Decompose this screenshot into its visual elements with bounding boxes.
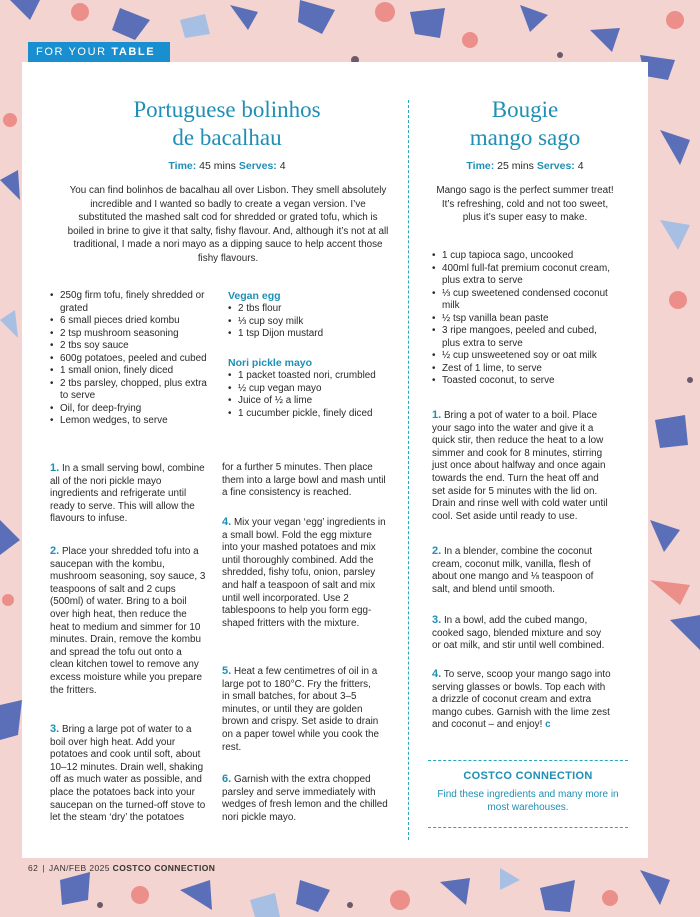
list-item: • 400ml full-fat premium coconut cream, plus extra to serve — [432, 263, 612, 288]
list-item: • Toasted coconut, to serve — [432, 375, 612, 388]
right-ingredients-list — [432, 250, 612, 388]
list-item: • ⅓ cup sweetened condensed coconut milk — [432, 288, 612, 313]
left-ingredients-list — [50, 290, 210, 428]
left-recipe-title: Portuguese bolinhos de bacalhau — [133, 97, 321, 150]
list-item: • 3 ripe mangoes, peeled and cubed, plus extra to serve — [432, 325, 612, 350]
nori-mayo-list — [228, 370, 378, 420]
vegan-egg-list — [228, 303, 388, 341]
costco-connection-text: Find these ingredients and many more in most warehouses. — [437, 789, 619, 813]
left-step-5: 5. Heat a few centimetres of oil in a large pot to 180°C. Fry the fritters, in small batches, for about 3–5 minutes, or until they are golden brown and crispy. Set aside to drain on a paper towel while you cook the rest. — [222, 665, 380, 753]
magazine-brand: COSTCO CONNECTION — [112, 863, 216, 873]
right-recipe-meta: Time: 25 mins Serves: 4 — [466, 160, 584, 172]
right-recipe-title: Bougie mango sago — [469, 97, 581, 150]
list-item: • 6 small pieces dried kombu — [50, 315, 210, 328]
list-item: • 250g firm tofu, finely shredded or grated — [50, 290, 210, 315]
left-step-6: 6. Garnish with the extra chopped parsley and serve immediately with wedges of fresh lemon and the chilled nori pickle mayo. — [222, 773, 388, 823]
list-item: • 1 tsp Dijon mustard — [228, 328, 388, 341]
left-step-4: 4. Mix your vegan ‘egg’ ingredients in a small bowl. Fold the egg mixture into your mashed potatoes and mix until thoroughly combined. Add the shredded, fishy tofu, onion, parsley and half a teaspoon of salt and mix until well incorporated. Use 2 tablespoons to help you form egg-shaped fritters with the mixture. — [222, 516, 386, 629]
list-item: • ½ cup unsweetened soy or oat milk — [432, 350, 612, 363]
list-item: • 2 tsp mushroom seasoning — [50, 328, 210, 341]
left-step-3: 3. Bring a large pot of water to a boil over high heat. Add your potatoes and cook until soft, about 10–12 minutes. Drain well, shaking off as much water as possible, and place the potatoes back into your saucepan on the turned-off stove to let the steam ‘dry’ the potatoes — [50, 723, 206, 824]
list-item: • 1 small onion, finely diced — [50, 365, 210, 378]
list-item: • ½ cup vegan mayo — [228, 383, 378, 396]
list-item: • Oil, for deep-frying — [50, 403, 210, 416]
vegan-egg-heading: Vegan egg — [228, 290, 281, 302]
end-mark-icon: c — [545, 719, 551, 731]
list-item: • ⅓ cup soy milk — [228, 316, 388, 329]
left-recipe-intro: You can find bolinhos de bacalhau all over Lisbon. They smell absolutely incredible and I wanted so badly to create a vegan version. I’ve substituted the mashed salt cod for shredded or grated tofu, which is boiled in brine to give it that salty, fishy flavour. And, although it’s not at all traditional, I made a nori mayo as a dipping sauce to help accent those fishy flavours. — [67, 185, 389, 264]
column-divider — [408, 100, 409, 840]
right-recipe-intro: Mango sago is the perfect summer treat! It’s refreshing, cold and not too sweet, plus it’s super easy to make. — [436, 185, 614, 223]
list-item: • Lemon wedges, to serve — [50, 415, 210, 428]
issue-date: JAN/FEB 2025 — [48, 863, 110, 873]
right-step-1: 1. Bring a pot of water to a boil. Place your sago into the water and give it a quick stir, then reduce the heat to a low simmer and cook for 8 minutes, stirring just once about halfway and once again towards the end. Turn the heat off and set aside for 5 minutes with the lid on. Drain and rinse well with cold water until cool. Set aside until ready to use. — [432, 409, 608, 522]
left-recipe-meta: Time: 45 mins Serves: 4 — [168, 160, 286, 172]
list-item: • Zest of 1 lime, to serve — [432, 363, 612, 376]
list-item: • 600g potatoes, peeled and cubed — [50, 353, 210, 366]
right-step-3: 3. In a bowl, add the cubed mango, cooked sago, blended mixture and soy or oat milk, and stir until well combined. — [432, 614, 605, 652]
nori-mayo-heading: Nori pickle mayo — [228, 357, 313, 369]
list-item: • ½ tsp vanilla bean paste — [432, 313, 612, 326]
list-item: • 2 tbs flour — [228, 303, 388, 316]
list-item: • 2 tbs soy sauce — [50, 340, 210, 353]
left-step-2: 2. Place your shredded tofu into a saucepan with the kombu, mushroom seasoning, soy sauce, 3 teaspoons of salt and 2 cups (500ml) of water. Bring to a boil over high heat, then reduce the heat to medium and simmer for 10 minutes. Drain, remove the kombu and spread the tofu out onto a clean kitchen towel to remove any excess moisture while you prepare the fritters. — [50, 545, 206, 696]
list-item: • 1 cucumber pickle, finely diced — [228, 408, 378, 421]
list-item: • 2 tbs parsley, chopped, plus extra to serve — [50, 378, 210, 403]
page-footer: 62 | JAN/FEB 2025 COSTCO CONNECTION — [28, 863, 216, 873]
costco-connection-title: COSTCO CONNECTION — [463, 770, 593, 782]
left-step-3-continued: for a further 5 minutes. Then place them into a large bowl and mash until a fine consistency is reached. — [222, 462, 386, 499]
right-step-4: 4. To serve, scoop your mango sago into serving glasses or bowls. Top each with a drizzle of coconut cream and extra mango cubes. Garnish with the lime zest and coconut – and enjoy! c — [432, 668, 611, 731]
list-item: • 1 cup tapioca sago, uncooked — [432, 250, 612, 263]
list-item: • Juice of ½ a lime — [228, 395, 378, 408]
page-number: 62 — [28, 863, 39, 873]
right-step-2: 2. In a blender, combine the coconut cream, coconut milk, vanilla, flesh of about one mango and ⅛ teaspoon of salt, and blend until smooth. — [432, 545, 594, 595]
left-step-1: 1. In a small serving bowl, combine all of the nori pickle mayo ingredients and refrigerate until ready to serve. This will allow the flavours to infuse. — [50, 462, 205, 525]
section-tag: FOR YOUR TABLE — [28, 42, 170, 62]
costco-connection-box — [428, 760, 628, 828]
list-item: • 1 packet toasted nori, crumbled — [228, 370, 378, 383]
